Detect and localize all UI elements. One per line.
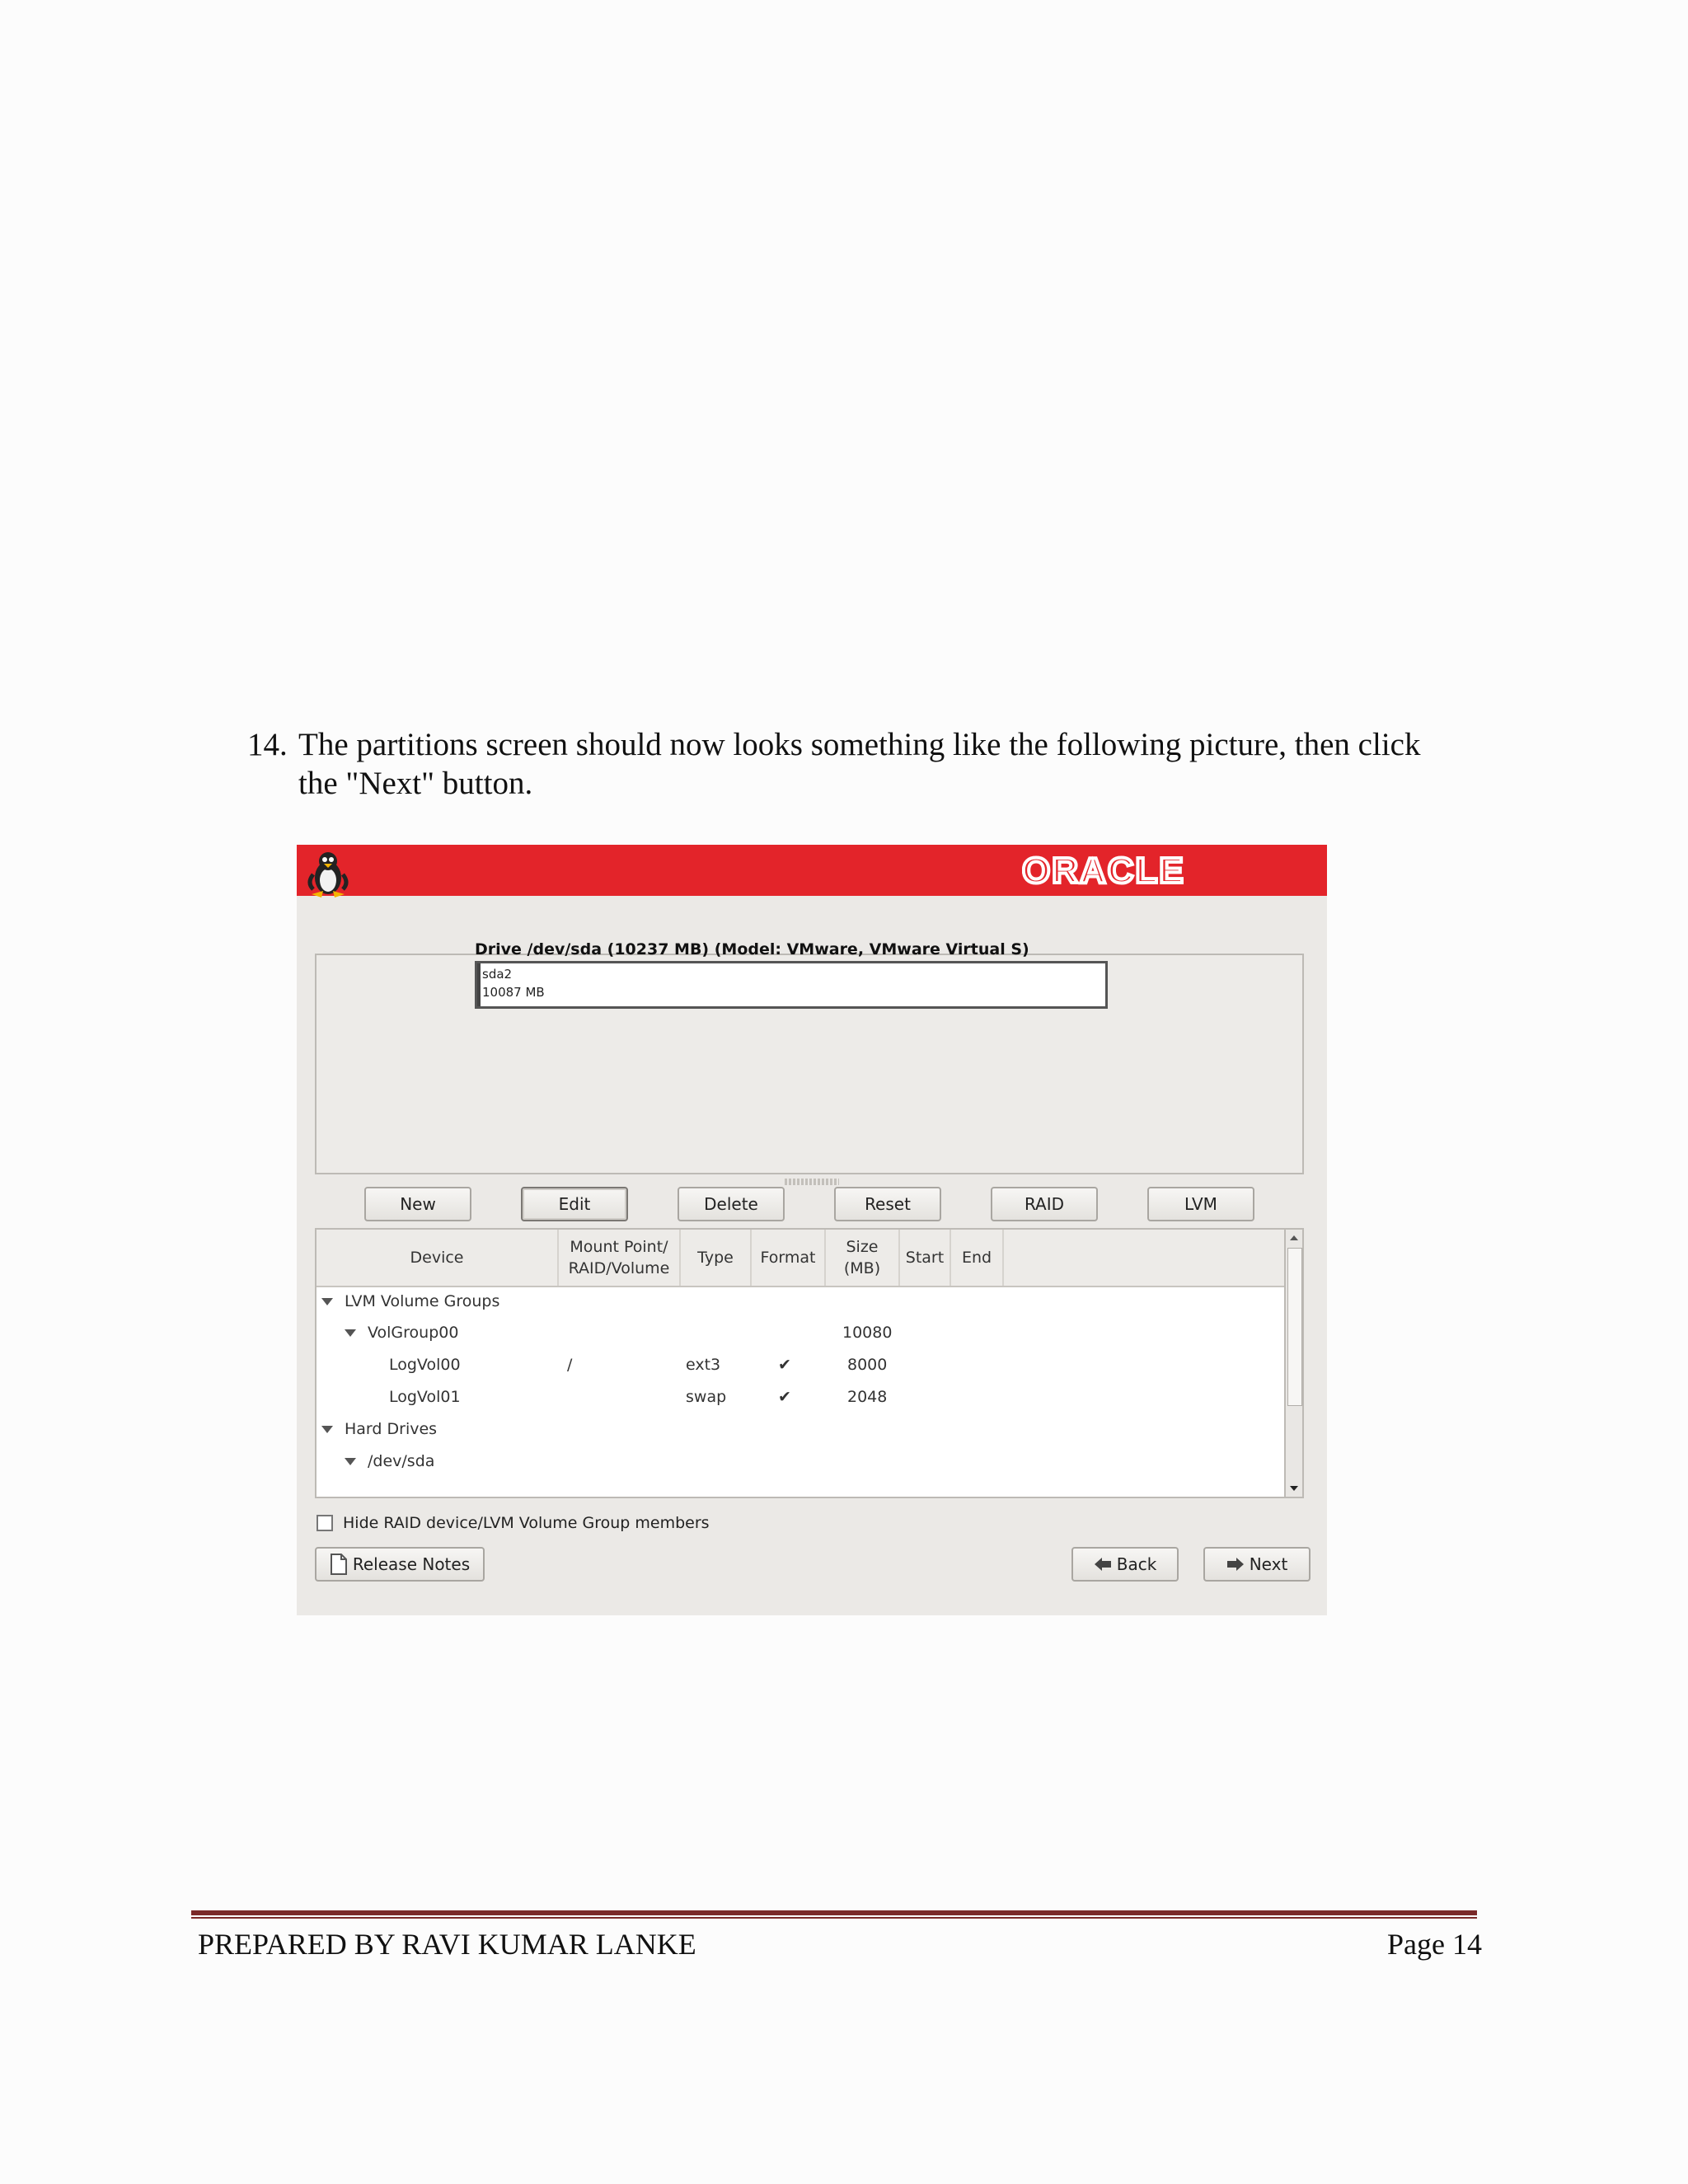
installer-screenshot: [297, 845, 1327, 1615]
partition-bar[interactable]: [475, 961, 1108, 1009]
table-row[interactable]: [316, 1415, 1286, 1446]
col-start[interactable]: Start: [900, 1230, 951, 1286]
row-size: 10080: [842, 1324, 893, 1342]
scroll-up-arrow-icon[interactable]: [1287, 1231, 1301, 1244]
row-device: VolGroup00: [368, 1324, 459, 1342]
partition-table: [315, 1228, 1287, 1498]
col-mount-point[interactable]: Mount Point/ RAID/Volume: [559, 1230, 681, 1286]
row-device: LogVol01: [389, 1388, 461, 1406]
footer-rule-thin: [191, 1917, 1477, 1919]
table-row[interactable]: [316, 1351, 1286, 1382]
new-button[interactable]: New: [364, 1187, 471, 1221]
row-device: LVM Volume Groups: [345, 1292, 500, 1310]
row-type: swap: [686, 1388, 727, 1406]
pane-splitter-handle[interactable]: [785, 1179, 839, 1185]
col-format[interactable]: Format: [752, 1230, 826, 1286]
step-text: The partitions screen should now looks something like the following picture, then click the "Next" button.: [298, 727, 1421, 801]
partition-size: 10087 MB: [482, 985, 545, 1000]
expander-triangle-icon[interactable]: [345, 1329, 356, 1337]
table-scrollbar[interactable]: [1284, 1228, 1304, 1498]
footer-page-number: Page 14: [1387, 1928, 1482, 1961]
row-size: 2048: [847, 1388, 888, 1406]
scroll-down-arrow-icon[interactable]: [1287, 1482, 1301, 1495]
col-size[interactable]: Size (MB): [826, 1230, 900, 1286]
scroll-thumb[interactable]: [1287, 1248, 1302, 1406]
step-number: 14.: [247, 727, 288, 762]
table-row[interactable]: [316, 1447, 1286, 1479]
svg-text:ORACLE: ORACLE: [1022, 851, 1185, 889]
table-row[interactable]: [316, 1383, 1286, 1414]
partition-name: sda2: [482, 967, 513, 982]
reset-button[interactable]: Reset: [834, 1187, 941, 1221]
oracle-banner: [297, 845, 1327, 896]
hide-members-label: Hide RAID device/LVM Volume Group members: [343, 1514, 710, 1532]
row-device: Hard Drives: [345, 1420, 438, 1438]
delete-button[interactable]: Delete: [678, 1187, 785, 1221]
footer-rule: [191, 1910, 1477, 1915]
footer-author: PREPARED BY RAVI KUMAR LANKE: [198, 1928, 696, 1961]
format-check-icon: ✔: [778, 1388, 791, 1406]
instruction-paragraph: [247, 725, 1467, 803]
col-device[interactable]: Device: [316, 1230, 559, 1286]
document-icon: [330, 1554, 348, 1575]
next-button[interactable]: [1203, 1547, 1311, 1582]
release-notes-label: Release Notes: [352, 1554, 471, 1574]
hide-members-option[interactable]: [316, 1514, 710, 1532]
row-size: 8000: [847, 1356, 888, 1374]
expander-triangle-icon[interactable]: [345, 1458, 356, 1465]
lvm-button[interactable]: LVM: [1147, 1187, 1254, 1221]
raid-button[interactable]: RAID: [991, 1187, 1098, 1221]
back-arrow-icon: [1094, 1557, 1112, 1572]
release-notes-button[interactable]: [315, 1547, 485, 1582]
partition-marker: [477, 963, 481, 1006]
col-end[interactable]: End: [951, 1230, 1004, 1286]
row-type: ext3: [686, 1356, 721, 1374]
expander-triangle-icon[interactable]: [321, 1426, 333, 1433]
tux-penguin-icon: [303, 846, 353, 901]
back-label: Back: [1116, 1554, 1157, 1574]
back-button[interactable]: [1071, 1547, 1179, 1582]
row-mount: /: [567, 1356, 573, 1374]
drive-label: Drive /dev/sda (10237 MB) (Model: VMware, VMware Virtual S): [475, 940, 1029, 958]
table-row[interactable]: [316, 1319, 1286, 1350]
hide-members-checkbox[interactable]: [316, 1515, 333, 1531]
table-row[interactable]: [316, 1287, 1286, 1319]
col-type[interactable]: Type: [681, 1230, 752, 1286]
row-device: /dev/sda: [368, 1452, 435, 1470]
format-check-icon: ✔: [778, 1356, 791, 1374]
row-device: LogVol00: [389, 1356, 461, 1374]
expander-triangle-icon[interactable]: [321, 1298, 333, 1305]
edit-button[interactable]: Edit: [521, 1187, 628, 1221]
oracle-logo: [1022, 850, 1236, 889]
next-label: Next: [1249, 1554, 1288, 1574]
table-header: [316, 1230, 1286, 1287]
next-arrow-icon: [1226, 1557, 1245, 1572]
